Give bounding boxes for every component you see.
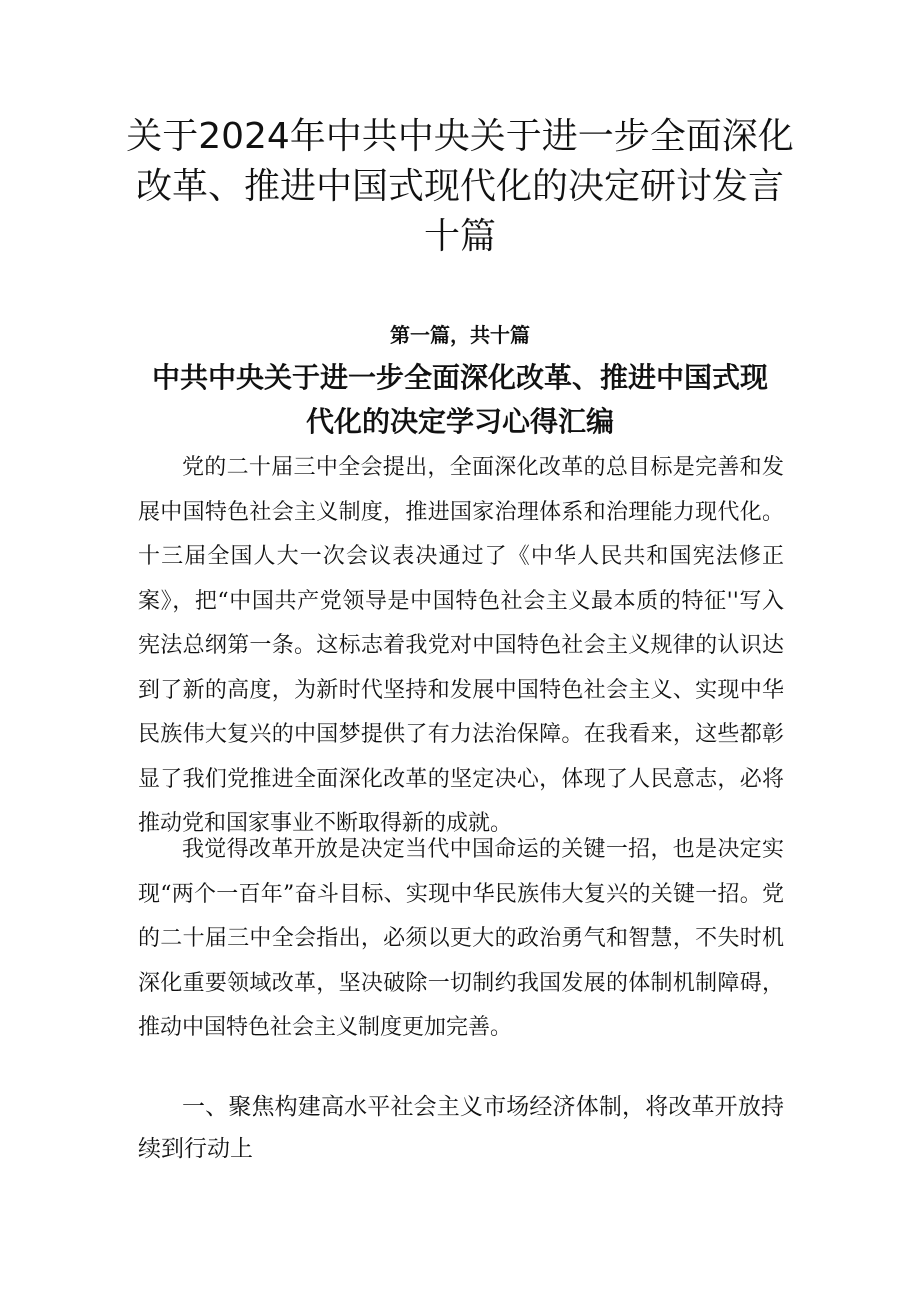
document-title: 关于2024年中共中央关于进一步全面深化改革、推进中国式现代化的决定研讨发言十篇 <box>126 116 794 257</box>
body-paragraph: 我觉得改革开放是决定当代中国命运的关键一招，也是决定实现“两个一百年”奋斗目标、实现中华民族伟大复兴的关键一招。党的二十届三中全会指出，必须以更大的政治勇气和智慧，不失时机深化重要领域改革，坚决破除一切制约我国发展的体制机制障碍，推动中国特色社会主义制度更加完善。 <box>138 837 784 1040</box>
part-label: 第一篇，共十篇 <box>390 323 530 347</box>
section-heading: 一、聚焦构建高水平社会主义市场经济体制，将改革开放持续到行动上 <box>138 1094 784 1162</box>
body-paragraph: 党的二十届三中全会提出，全面深化改革的总目标是完善和发展中国特色社会主义制度，推进国家治理体系和治理能力现代化。十三届全国人大一次会议表决通过了《中华人民共和国宪法修正案》，把“中国共产党领导是中国特色社会主义最本质的特征''写入宪法总纲第一条。这标志着我党对中国特色社会主义规律的认识达到了新的高度，为新时代坚持和发展中国特色社会主义、实现中华民族伟大复兴的中国梦提供了有力法治保障。在我看来，这些都彰显了我们党推进全面深化改革的坚定决心，体现了人民意志，必将推动党和国家事业不断取得新的成就。 <box>138 455 784 836</box>
document-subtitle: 中共中央关于进一步全面深化改革、推进中国式现代化的决定学习心得汇编 <box>151 361 768 438</box>
